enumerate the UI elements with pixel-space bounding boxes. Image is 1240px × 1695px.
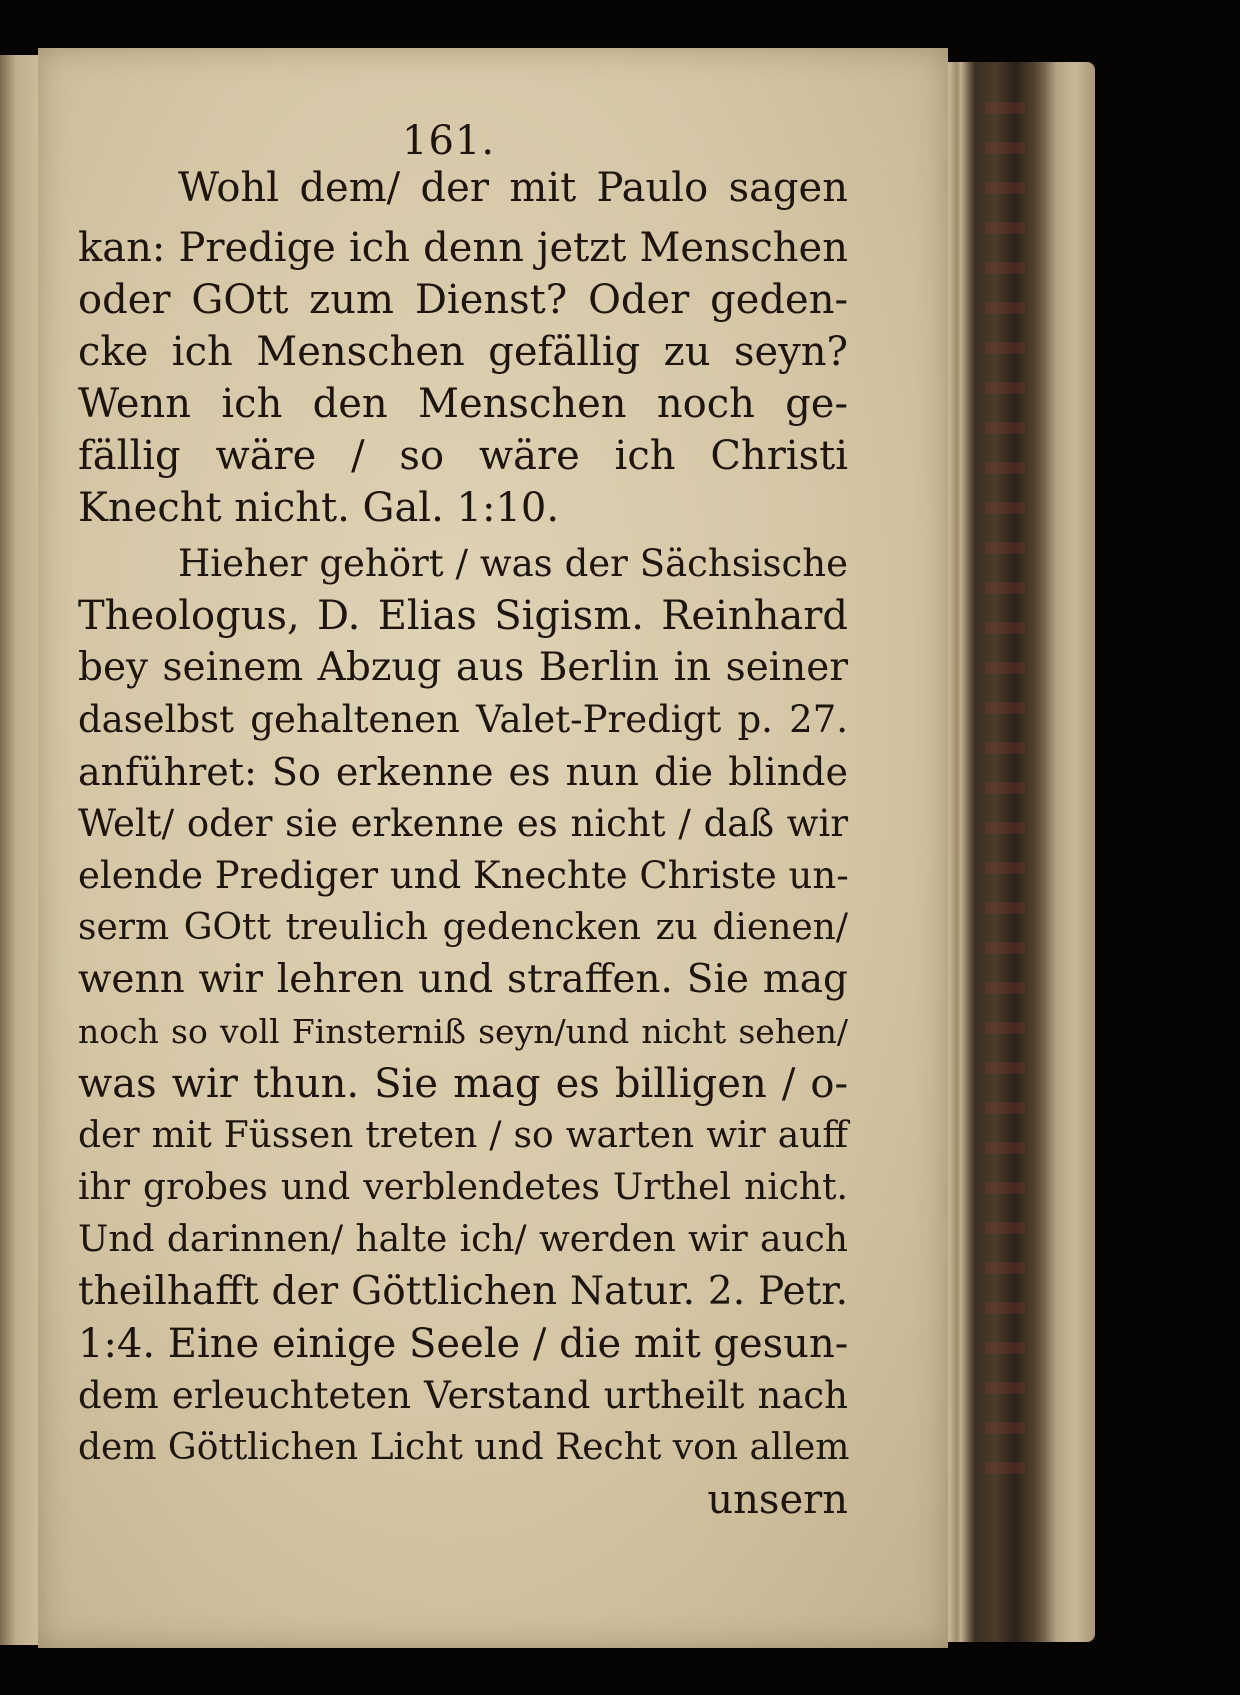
text-line: oder GOtt zum Dienst? Oder geden- xyxy=(78,277,848,323)
text-line: Wohl dem/ der mit Paulo sagen xyxy=(178,165,848,211)
text-line: serm GOtt treulich gedencken zu dienen/ xyxy=(78,907,848,948)
text-line: fällig wäre / so wäre ich Christi xyxy=(78,433,848,479)
text-line: cke ich Menschen gefällig zu seyn? xyxy=(78,329,848,375)
text-line: noch so voll Finsterniß seyn/und nicht sehen/ xyxy=(78,1012,848,1051)
text-line: 1:4. Eine einige Seele / die mit gesun- xyxy=(78,1321,849,1367)
text-line: theilhafft der Göttlichen Natur. 2. Petr. xyxy=(78,1269,848,1314)
page-block-edge xyxy=(935,62,1095,1642)
facing-page-edge xyxy=(0,55,43,1645)
text-line: daselbst gehaltenen Valet-Predigt p. 27. xyxy=(78,698,848,741)
text-line: Welt/ oder sie erkenne es nicht / daß wir xyxy=(78,802,848,845)
text-line: dem erleuchteten Verstand urtheilt nach xyxy=(78,1374,848,1417)
catchword: unsern xyxy=(707,1477,848,1523)
text-line: Theologus, D. Elias Sigism. Reinhard xyxy=(78,593,848,639)
text-line: Wenn ich den Menschen noch ge- xyxy=(78,381,848,427)
text-line: elende Prediger und Knechte Christe un- xyxy=(78,854,849,897)
text-line: wenn wir lehren und straffen. Sie mag xyxy=(78,957,848,1002)
text-line: anführet: So erkenne es nun die blinde xyxy=(78,750,848,794)
text-line: Knecht nicht. Gal. 1:10. xyxy=(78,485,560,531)
text-line: ihr grobes und verblendetes Urthel nicht. xyxy=(78,1167,848,1208)
text-line: Und darinnen/ halte ich/ werden wir auch xyxy=(78,1219,848,1260)
page-number: 161. xyxy=(402,118,496,164)
text-line: kan: Predige ich denn jetzt Menschen xyxy=(78,225,848,271)
text-line: was wir thun. Sie mag es billigen / o- xyxy=(78,1061,848,1107)
text-line: der mit Füssen treten / so warten wir auff xyxy=(78,1115,848,1156)
text-line: dem Göttlichen Licht und Recht von allem xyxy=(78,1427,850,1468)
text-line: bey seinem Abzug aus Berlin in seiner xyxy=(78,645,848,690)
text-line: Hieher gehört / was der Sächsische xyxy=(178,542,848,585)
